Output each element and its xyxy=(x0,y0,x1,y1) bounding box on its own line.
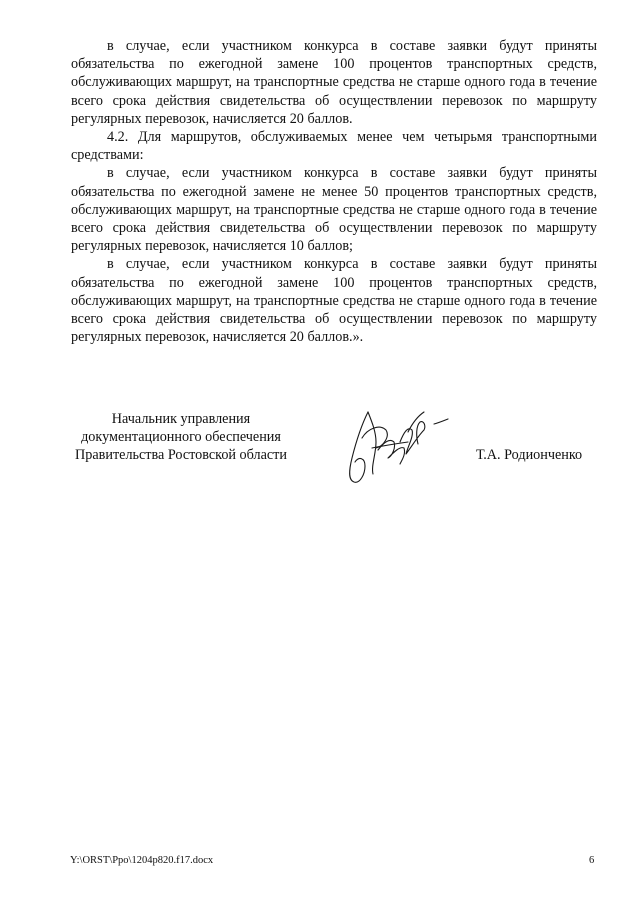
signer-position-line-2: документационного обеспечения xyxy=(81,429,281,446)
handwritten-signature xyxy=(338,402,458,492)
signer-position-line-3: Правительства Ростовской области xyxy=(75,447,287,464)
paragraph-score-20: в случае, если участником конкурса в составе заявки будут приняты обязательства по ежегодной замене 100 процентов транспортных средств, обслуживающих маршрут, на транспортные средства не старше одного года в течение всего срока действия свидетельства об осуществлении перевозок по маршруту регулярных перевозок, начисляется 20 баллов.». xyxy=(71,256,597,346)
signer-name: Т.А. Родионченко xyxy=(476,447,583,463)
signer-position-line-1: Начальник управления xyxy=(111,411,251,427)
document-body xyxy=(71,37,597,346)
signer-position xyxy=(60,410,302,465)
signature-block xyxy=(0,408,640,498)
paragraph-score-20-four-plus: в случае, если участником конкурса в составе заявки будут приняты обязательства по ежегодной замене 100 процентов транспортных средств, обслуживающих маршрут, на транспортные средства не старше одного года в течение всего срока действия свидетельства об осуществлении перевозок по маршруту регулярных перевозок, начисляется 20 баллов. xyxy=(71,38,597,127)
footer-file-path: Y:\ORST\Ppo\1204p820.f17.docx xyxy=(70,855,214,866)
paragraph-section-4-2: 4.2. Для маршрутов, обслуживаемых менее чем четырьмя транспортными средствами: xyxy=(71,129,597,164)
paragraph-score-10: в случае, если участником конкурса в составе заявки будут приняты обязательства по ежегодной замене не менее 50 процентов транспортных средств, обслуживающих маршрут, на транспортные средства не старше одного года в течение всего срока действия свидетельства об осуществлении перевозок по маршруту регулярных перевозок, начисляется 10 баллов; xyxy=(71,165,597,255)
page-number: 6 xyxy=(589,855,595,866)
